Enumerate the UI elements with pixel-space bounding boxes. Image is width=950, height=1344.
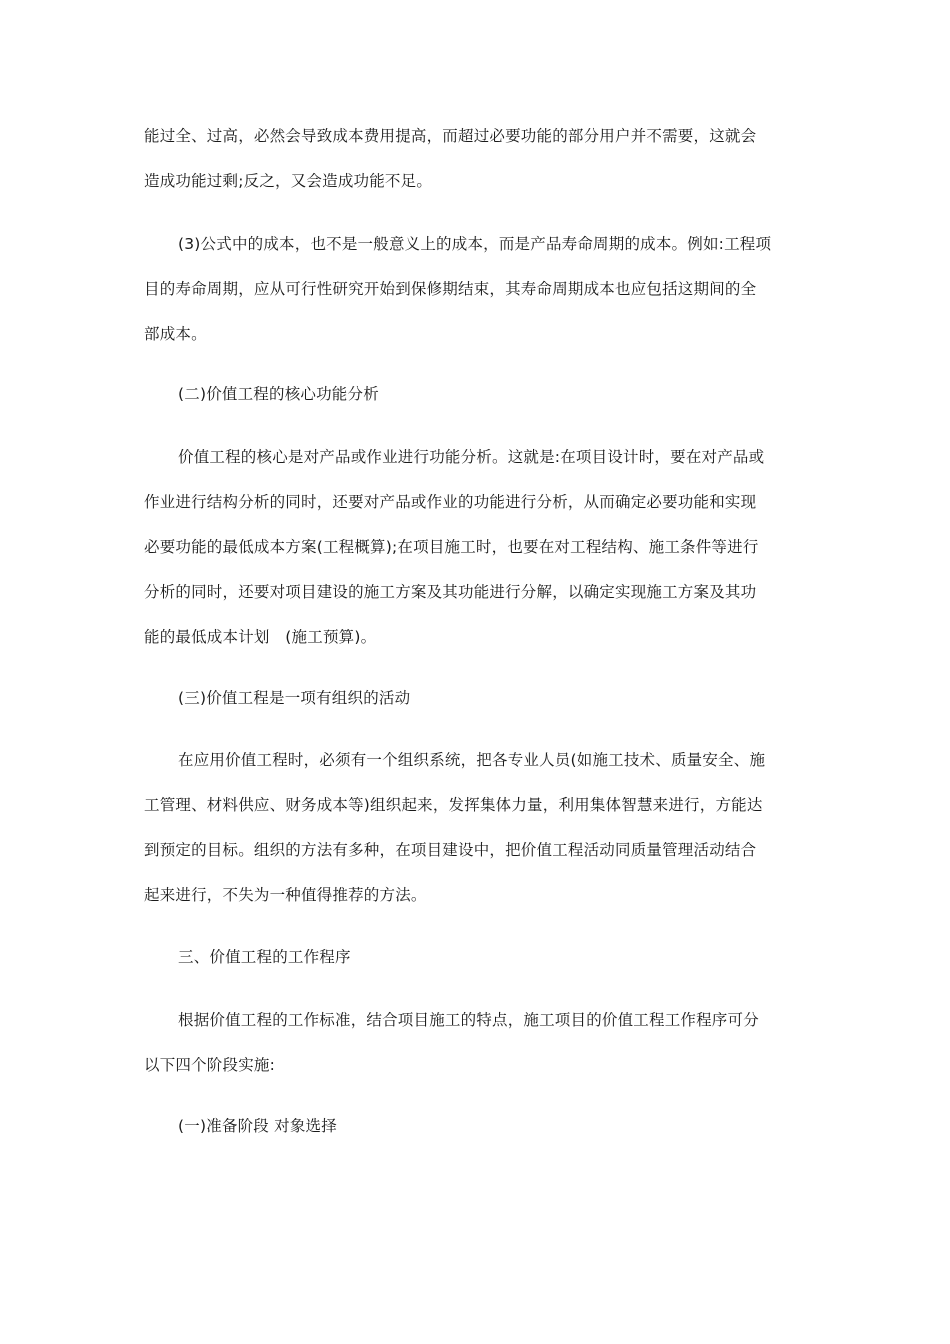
heading-text: (三)价值工程是一项有组织的活动: [178, 689, 411, 707]
section-heading-work-procedure: [144, 935, 808, 980]
paragraph-organization: [144, 738, 808, 918]
text-line: 工管理、材料供应、财务成本等)组织起来，发挥集体力量，利用集体智慧来进行，方能达: [144, 796, 763, 814]
text-line: 分析的同时，还要对项目建设的施工方案及其功能进行分解，以确定实现施工方案及其功: [144, 583, 757, 601]
text-line: 根据价值工程的工作标准，结合项目施工的特点，施工项目的价值工程工作程序可分: [178, 1011, 759, 1029]
paragraph-function-analysis: [144, 435, 808, 660]
text-line: 必要功能的最低成本方案(工程概算);在项目施工时，也要在对工程结构、施工条件等进行: [144, 538, 759, 556]
text-line: 作业进行结构分析的同时，还要对产品或作业的功能进行分析，从而确定必要功能和实现: [144, 493, 757, 511]
text-line: 目的寿命周期，应从可行性研究开始到保修期结束，其寿命周期成本也应包括这期间的全: [144, 280, 757, 298]
text-line: 以下四个阶段实施:: [144, 1056, 276, 1074]
section-heading-organized-activity: [144, 676, 808, 721]
paragraph-continuation: [144, 114, 808, 204]
paragraph-work-procedure: [144, 998, 808, 1088]
text-line: 部成本。: [144, 325, 207, 343]
text-line: 到预定的目标。组织的方法有多种，在项目建设中，把价值工程活动同质量管理活动结合: [144, 841, 757, 859]
section-heading-preparation-stage: [144, 1104, 808, 1149]
text-line: (3)公式中的成本，也不是一般意义上的成本，而是产品寿命周期的成本。例如:工程项: [178, 235, 772, 253]
heading-text: (一)准备阶段 对象选择: [178, 1117, 337, 1135]
heading-text: (二)价值工程的核心功能分析: [178, 385, 379, 403]
text-line: 价值工程的核心是对产品或作业进行功能分析。这就是:在项目设计时，要在对产品或: [178, 448, 765, 466]
text-line: 在应用价值工程时，必须有一个组织系统，把各专业人员(如施工技术、质量安全、施: [178, 751, 766, 769]
text-line: 能的最低成本计划 (施工预算)。: [144, 628, 377, 646]
text-line: 造成功能过剩;反之，又会造成功能不足。: [144, 172, 433, 190]
text-line: 能过全、过高，必然会导致成本费用提高，而超过必要功能的部分用户并不需要，这就会: [144, 127, 757, 145]
text-line: 起来进行，不失为一种值得推荐的方法。: [144, 886, 427, 904]
paragraph-cost-definition: [144, 222, 808, 357]
heading-text: 三、价值工程的工作程序: [178, 948, 351, 966]
section-heading-core-function: [144, 372, 808, 417]
